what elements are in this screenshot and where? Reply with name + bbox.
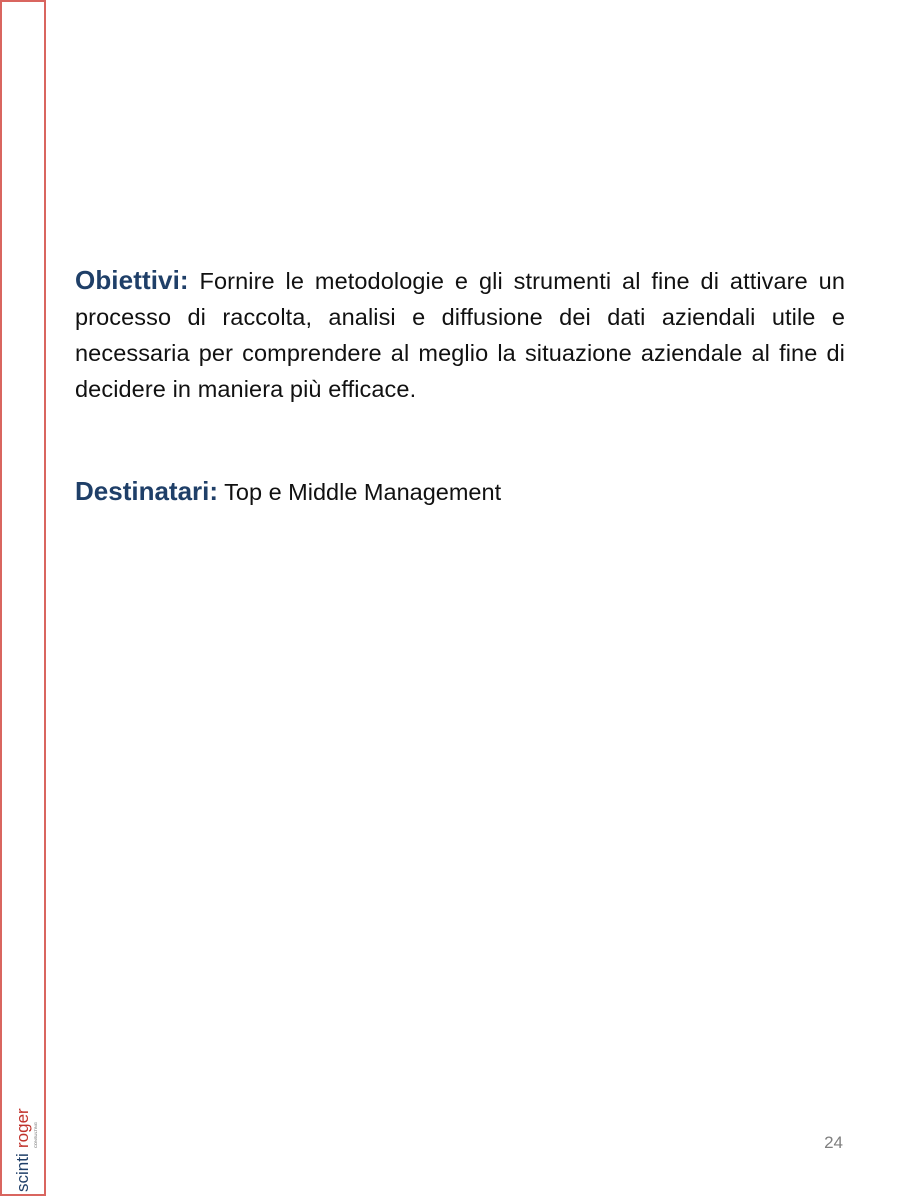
- logo-tagline: CONSULTING: [33, 1122, 38, 1148]
- objectives-text: Fornire le metodologie e gli strumenti al fine di attivare un processo di raccolta, analisi e diffusione dei dati aziendali utile e necessaria per comprendere al meglio la situazione aziendale al fine di decidere in maniera più efficace.: [75, 268, 845, 402]
- sidebar-frame: [0, 0, 46, 1196]
- objectives-label: Obiettivi:: [75, 265, 189, 295]
- main-content: [75, 262, 845, 510]
- recipients-text: Top e Middle Management: [224, 479, 502, 505]
- page-number: 24: [824, 1133, 843, 1152]
- recipients-paragraph: [75, 473, 845, 510]
- recipients-label: Destinatari:: [75, 476, 219, 506]
- company-logo: [6, 1094, 44, 1194]
- logo-text-roger: roger: [13, 1108, 32, 1148]
- logo-text-scinti: scinti: [13, 1153, 32, 1192]
- objectives-paragraph: [75, 262, 845, 407]
